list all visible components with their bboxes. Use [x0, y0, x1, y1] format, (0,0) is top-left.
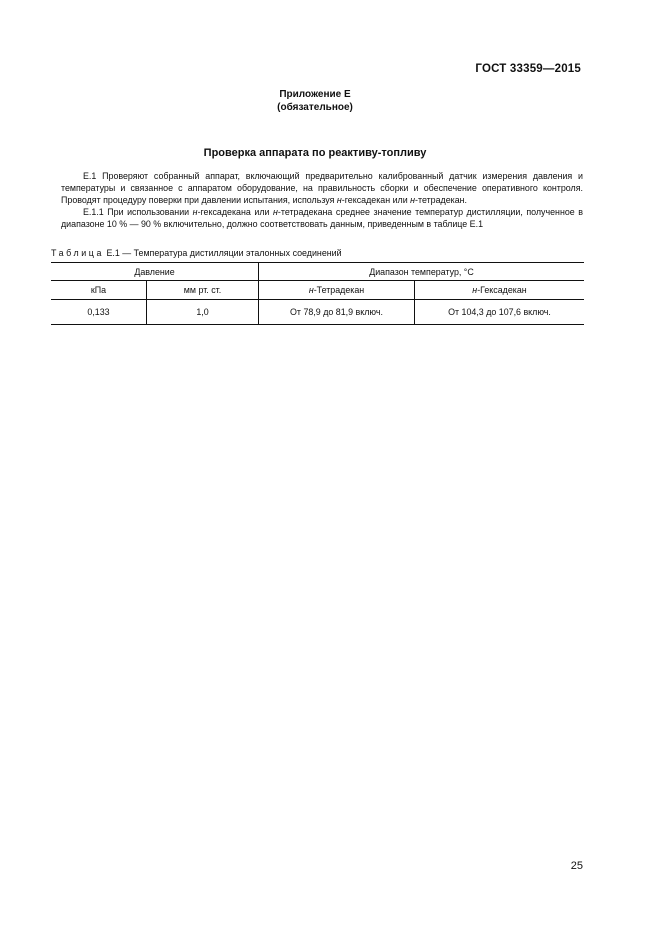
paragraph-e11-mid: -гексадекана или [197, 207, 274, 217]
paragraph-e11-start: Е.1.1 При использовании [83, 207, 193, 217]
header-hexadecane [415, 281, 585, 300]
cell-tetradecane: От 78,9 до 81,9 включ. [259, 300, 415, 325]
header-tetradecane [259, 281, 415, 300]
table-row [51, 300, 584, 325]
cell-mmhg: 1,0 [147, 300, 259, 325]
italic-n: н [410, 195, 416, 205]
italic-n: н [273, 207, 278, 217]
body-text [61, 170, 583, 230]
cell-hexadecane: От 104,3 до 107,6 включ. [415, 300, 585, 325]
distillation-table [51, 262, 584, 325]
paragraph-e1-text: Е.1 Проверяют собранный аппарат, включающий предварительно калиброванный датчик измерения давления и температуры и связанное с аппаратом оборудование, на правильность сборки и обеспечение оперативного контроля. Проводят процедуру поверки при давлении испытания, используя [61, 171, 583, 205]
paragraph-e1-mid: -гексадекан или [341, 195, 411, 205]
header-kpa: кПа [51, 281, 147, 300]
annex-status: (обязательное) [277, 102, 353, 113]
section-title: Проверка аппарата по реактиву-топливу [203, 147, 427, 159]
paragraph-e11-end: -тетрадекана среднее значение температур дистилляции, полученное в диапазоне 10 % — 90 % включительно, должно соответствовать данным, приведенным в таблице Е.1 [61, 207, 583, 229]
header-mmhg: мм рт. ст. [147, 281, 259, 300]
table-caption-label: Таблица [51, 248, 104, 258]
table-caption [51, 248, 342, 258]
cell-kpa: 0,133 [51, 300, 147, 325]
annex-heading [0, 88, 630, 114]
page-number: 25 [570, 860, 583, 872]
header-pressure: Давление [51, 263, 259, 281]
annex-title: Приложение Е [279, 89, 351, 100]
header-hexadecane-label: -Гексадекан [477, 285, 527, 295]
italic-n: н [192, 207, 198, 217]
table-header-row [51, 281, 584, 300]
table-header-group-row [51, 263, 584, 281]
document-code: ГОСТ 33359—2015 [475, 63, 581, 75]
table-caption-text: Е.1 — Температура дистилляции эталонных соединений [104, 248, 342, 258]
italic-n: н [472, 285, 478, 295]
paragraph-e1-end: -тетрадекан. [415, 195, 468, 205]
italic-n: н [336, 195, 342, 205]
paragraph-e11 [61, 206, 583, 230]
paragraph-e1 [61, 170, 583, 206]
header-temperature-range: Диапазон температур, °С [259, 263, 585, 281]
header-tetradecane-label: -Тетрадекан [313, 285, 365, 295]
italic-n: н [308, 285, 314, 295]
